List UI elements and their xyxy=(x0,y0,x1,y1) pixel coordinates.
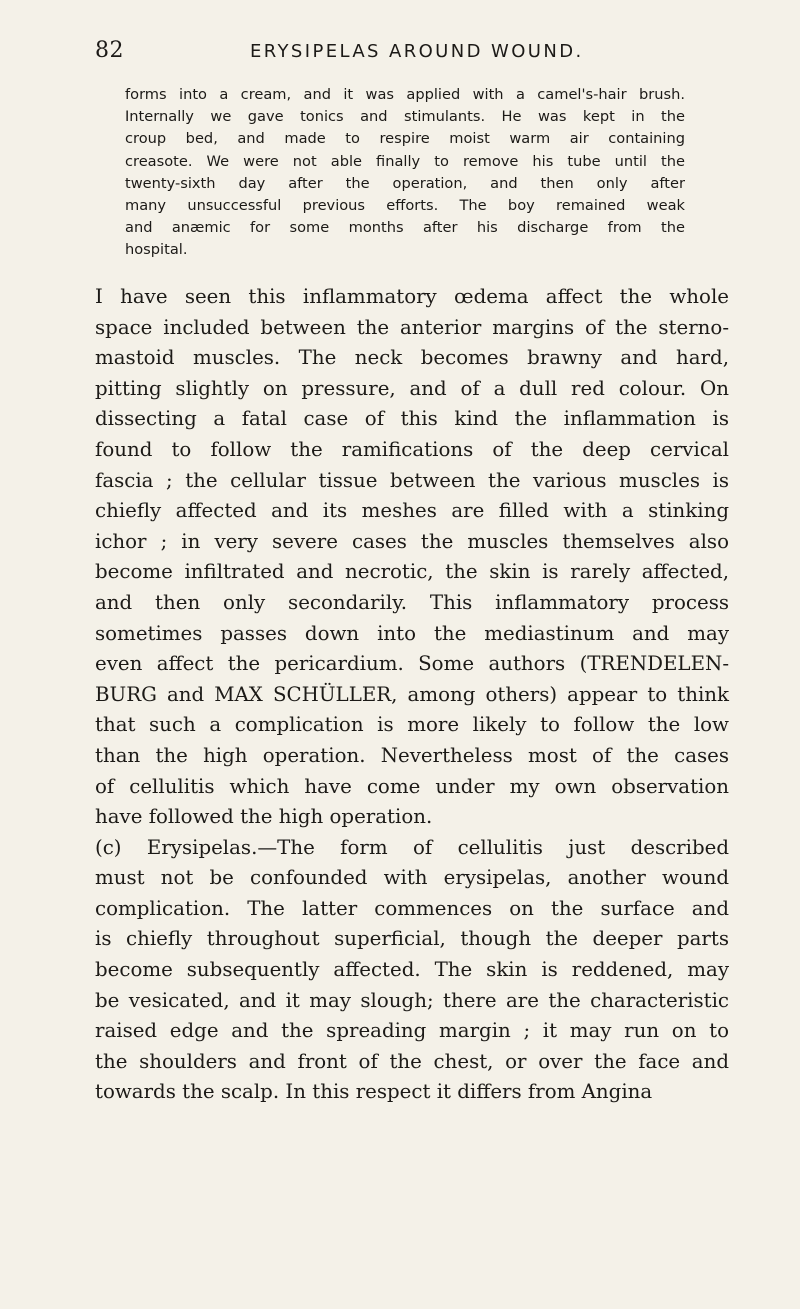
text-line: many unsuccessful previous efforts. The boy remained weak xyxy=(125,197,685,215)
text-line: ichor ; in very severe cases the muscles themselves also xyxy=(95,529,729,553)
running-title: ERYSIPELAS AROUND WOUND. xyxy=(250,41,584,62)
text-line: become subsequently affected. The skin is reddened, may xyxy=(95,958,729,982)
text-line: space included between the anterior margins of the sterno- xyxy=(95,315,729,339)
text-line: I have seen this inflammatory œdema affect the whole xyxy=(95,285,729,308)
text-line: hospital. xyxy=(125,241,188,259)
text-line: is chiefly throughout superficial, though the deeper parts xyxy=(95,927,729,951)
text-line: (c) Erysipelas.—The form of cellulitis just described xyxy=(95,835,729,859)
text-line: must not be confounded with erysipelas, another wound xyxy=(95,866,729,890)
text-line: sometimes passes down into the mediastinum and may xyxy=(95,621,729,645)
text-line: become infiltrated and necrotic, the skin is rarely affected, xyxy=(95,560,729,584)
text-line: fascia ; the cellular tissue between the various muscles is xyxy=(95,468,729,492)
text-line: chiefly affected and its meshes are filled with a stinking xyxy=(95,499,729,523)
text-line: dissecting a fatal case of this kind the inflammation is xyxy=(95,407,729,431)
text-line: found to follow the ramifications of the deep cervical xyxy=(95,437,729,461)
case-note-paragraph xyxy=(125,84,685,262)
main-body-text xyxy=(95,282,729,1108)
text-line: than the high operation. Nevertheless most of the cases xyxy=(95,743,729,767)
text-line: the shoulders and front of the chest, or over the face and xyxy=(95,1049,729,1073)
text-line: creasote. We were not able finally to remove his tube until the xyxy=(125,152,685,170)
text-line: be vesicated, and it may slough; there are the characteristic xyxy=(95,988,729,1012)
text-line: BURG and MAX SCHÜLLER, among others) appear to think xyxy=(95,682,729,706)
text-line: complication. The latter commences on the surface and xyxy=(95,896,729,920)
text-line: of cellulitis which have come under my own observation xyxy=(95,774,729,798)
text-line: towards the scalp. In this respect it differs from Angina xyxy=(95,1080,653,1104)
text-line: have followed the high operation. xyxy=(95,805,433,829)
text-line: pitting slightly on pressure, and of a dull red colour. On xyxy=(95,376,729,400)
text-line: raised edge and the spreading margin ; it may run on to xyxy=(95,1019,729,1043)
text-line: Internally we gave tonics and stimulants. He was kept in the xyxy=(125,108,685,126)
text-line: forms into a cream, and it was applied with a camel's-hair brush. xyxy=(125,86,685,103)
running-head xyxy=(95,38,735,68)
text-line: and anæmic for some months after his discharge from the xyxy=(125,219,685,237)
text-line: that such a complication is more likely to follow the low xyxy=(95,713,729,737)
page-number: 82 xyxy=(95,38,124,63)
text-line: mastoid muscles. The neck becomes brawny and hard, xyxy=(95,346,729,370)
text-line: and then only secondarily. This inflammatory process xyxy=(95,590,729,614)
text-line: croup bed, and made to respire moist warm air containing xyxy=(125,130,685,148)
text-line: twenty-sixth day after the operation, and then only after xyxy=(125,174,685,192)
text-line: even affect the pericardium. Some authors (TRENDELEN- xyxy=(95,652,729,676)
